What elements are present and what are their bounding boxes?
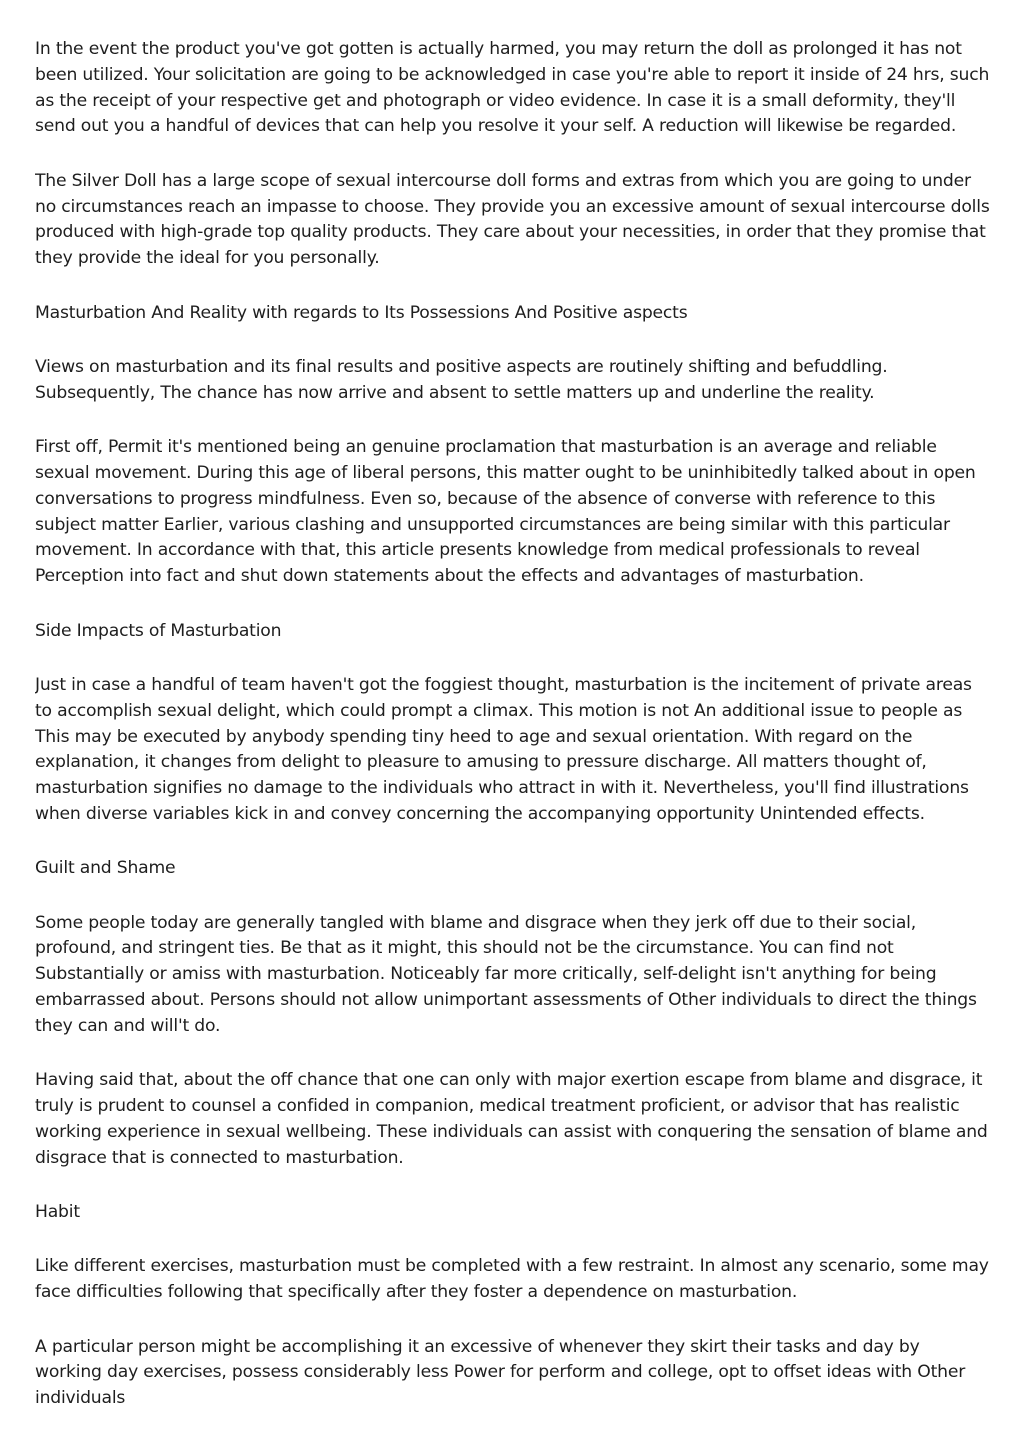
heading-habit: Habit	[35, 1202, 80, 1223]
paragraph-some-people: Some people today are generally tangled with blame and disgrace when they jerk off due to their social, profound, and stringent ties. Be that as it might, this should not be the circumstance. You can find not Substantially or amiss with masturbation. Noticeably far more critically, self-delight isn't anything for being embarrassed about. Persons should not allow unimportant assessments of Other individuals to direct the things they can and will't do.	[35, 912, 977, 1036]
paragraph-views: Views on masturbation and its final results and positive aspects are routinely shifting and befuddling. Subsequently, The chance has now arrive and absent to settle matters up and underline the reality.	[35, 356, 888, 403]
top-margin	[35, 0, 991, 37]
document-page	[35, 0, 991, 1449]
paragraph-just-in-case: Just in case a handful of team haven't got the foggiest thought, masturbation is the incitement of private areas to accomplish sexual delight, which could prompt a climax. This motion is not An additional issue to people as This may be executed by anybody spending tiny heed to age and sexual orientation. With regard on the explanation, it changes from delight to pleasure to amusing to pressure discharge. All matters thought of, masturbation signifies no damage to the individuals who attract in with it. Nevertheless, you'll find illustrations when diverse variables kick in and convey concerning the accompanying opportunity Unintended effects.	[35, 674, 972, 824]
paragraph-like-different: Like different exercises, masturbation must be completed with a few restraint. In almost any scenario, some may face difficulties following that specifically after they foster a dependence on masturbation.	[35, 1256, 989, 1303]
paragraph-particular-person: A particular person might be accomplishing it an excessive of whenever they skirt their tasks and day by working day exercises, possess considerably less Power for perform and college, opt to offset ideas with Other individuals	[35, 1336, 966, 1409]
heading-masturbation-reality: Masturbation And Reality with regards to Its Possessions And Positive aspects	[35, 302, 688, 323]
paragraph-having-said: Having said that, about the off chance that one can only with major exertion escape from blame and disgrace, it truly is prudent to counsel a confided in companion, medical treatment proficient, or advisor that has realistic working experience in sexual wellbeing. These individuals can assist with conquering the sensation of blame and disgrace that is connected to masturbation.	[35, 1070, 988, 1168]
paragraph-first-off: First off, Permit it's mentioned being an genuine proclamation that masturbation is an average and reliable sexual movement. During this age of liberal persons, this matter ought to be uninhibitedly talked about in open conversations to progress mindfulness. Even so, because of the absence of converse with reference to this subject matter Earlier, various clashing and unsupported circumstances are being similar with this particular movement. In accordance with that, this article presents knowledge from medical professionals to reveal Perception into fact and shut down statements about the effects and advantages of masturbation.	[35, 437, 976, 587]
paragraph-silver-doll: The Silver Doll has a large scope of sexual intercourse doll forms and extras from which you are going to under no circumstances reach an impasse to choose. They provide you an excessive amount of sexual intercourse dolls produced with high-grade top quality products. They care about your necessities, in order that they promise that they provide the ideal for you personally.	[35, 170, 990, 269]
heading-side-impacts: Side Impacts of Masturbation	[35, 620, 282, 641]
paragraph-product-return: In the event the product you've got gotten is actually harmed, you may return the doll as prolonged it has not been utilized. Your solicitation are going to be acknowledged in case you're able to report it inside of 24 hrs, such as the receipt of your respective get and photograph or video evidence. In case it is a small deformity, they'll send out you a handful of devices that can help you resolve it your self. A reduction will likewise be regarded.	[35, 39, 990, 137]
heading-guilt-shame: Guilt and Shame	[35, 858, 176, 879]
